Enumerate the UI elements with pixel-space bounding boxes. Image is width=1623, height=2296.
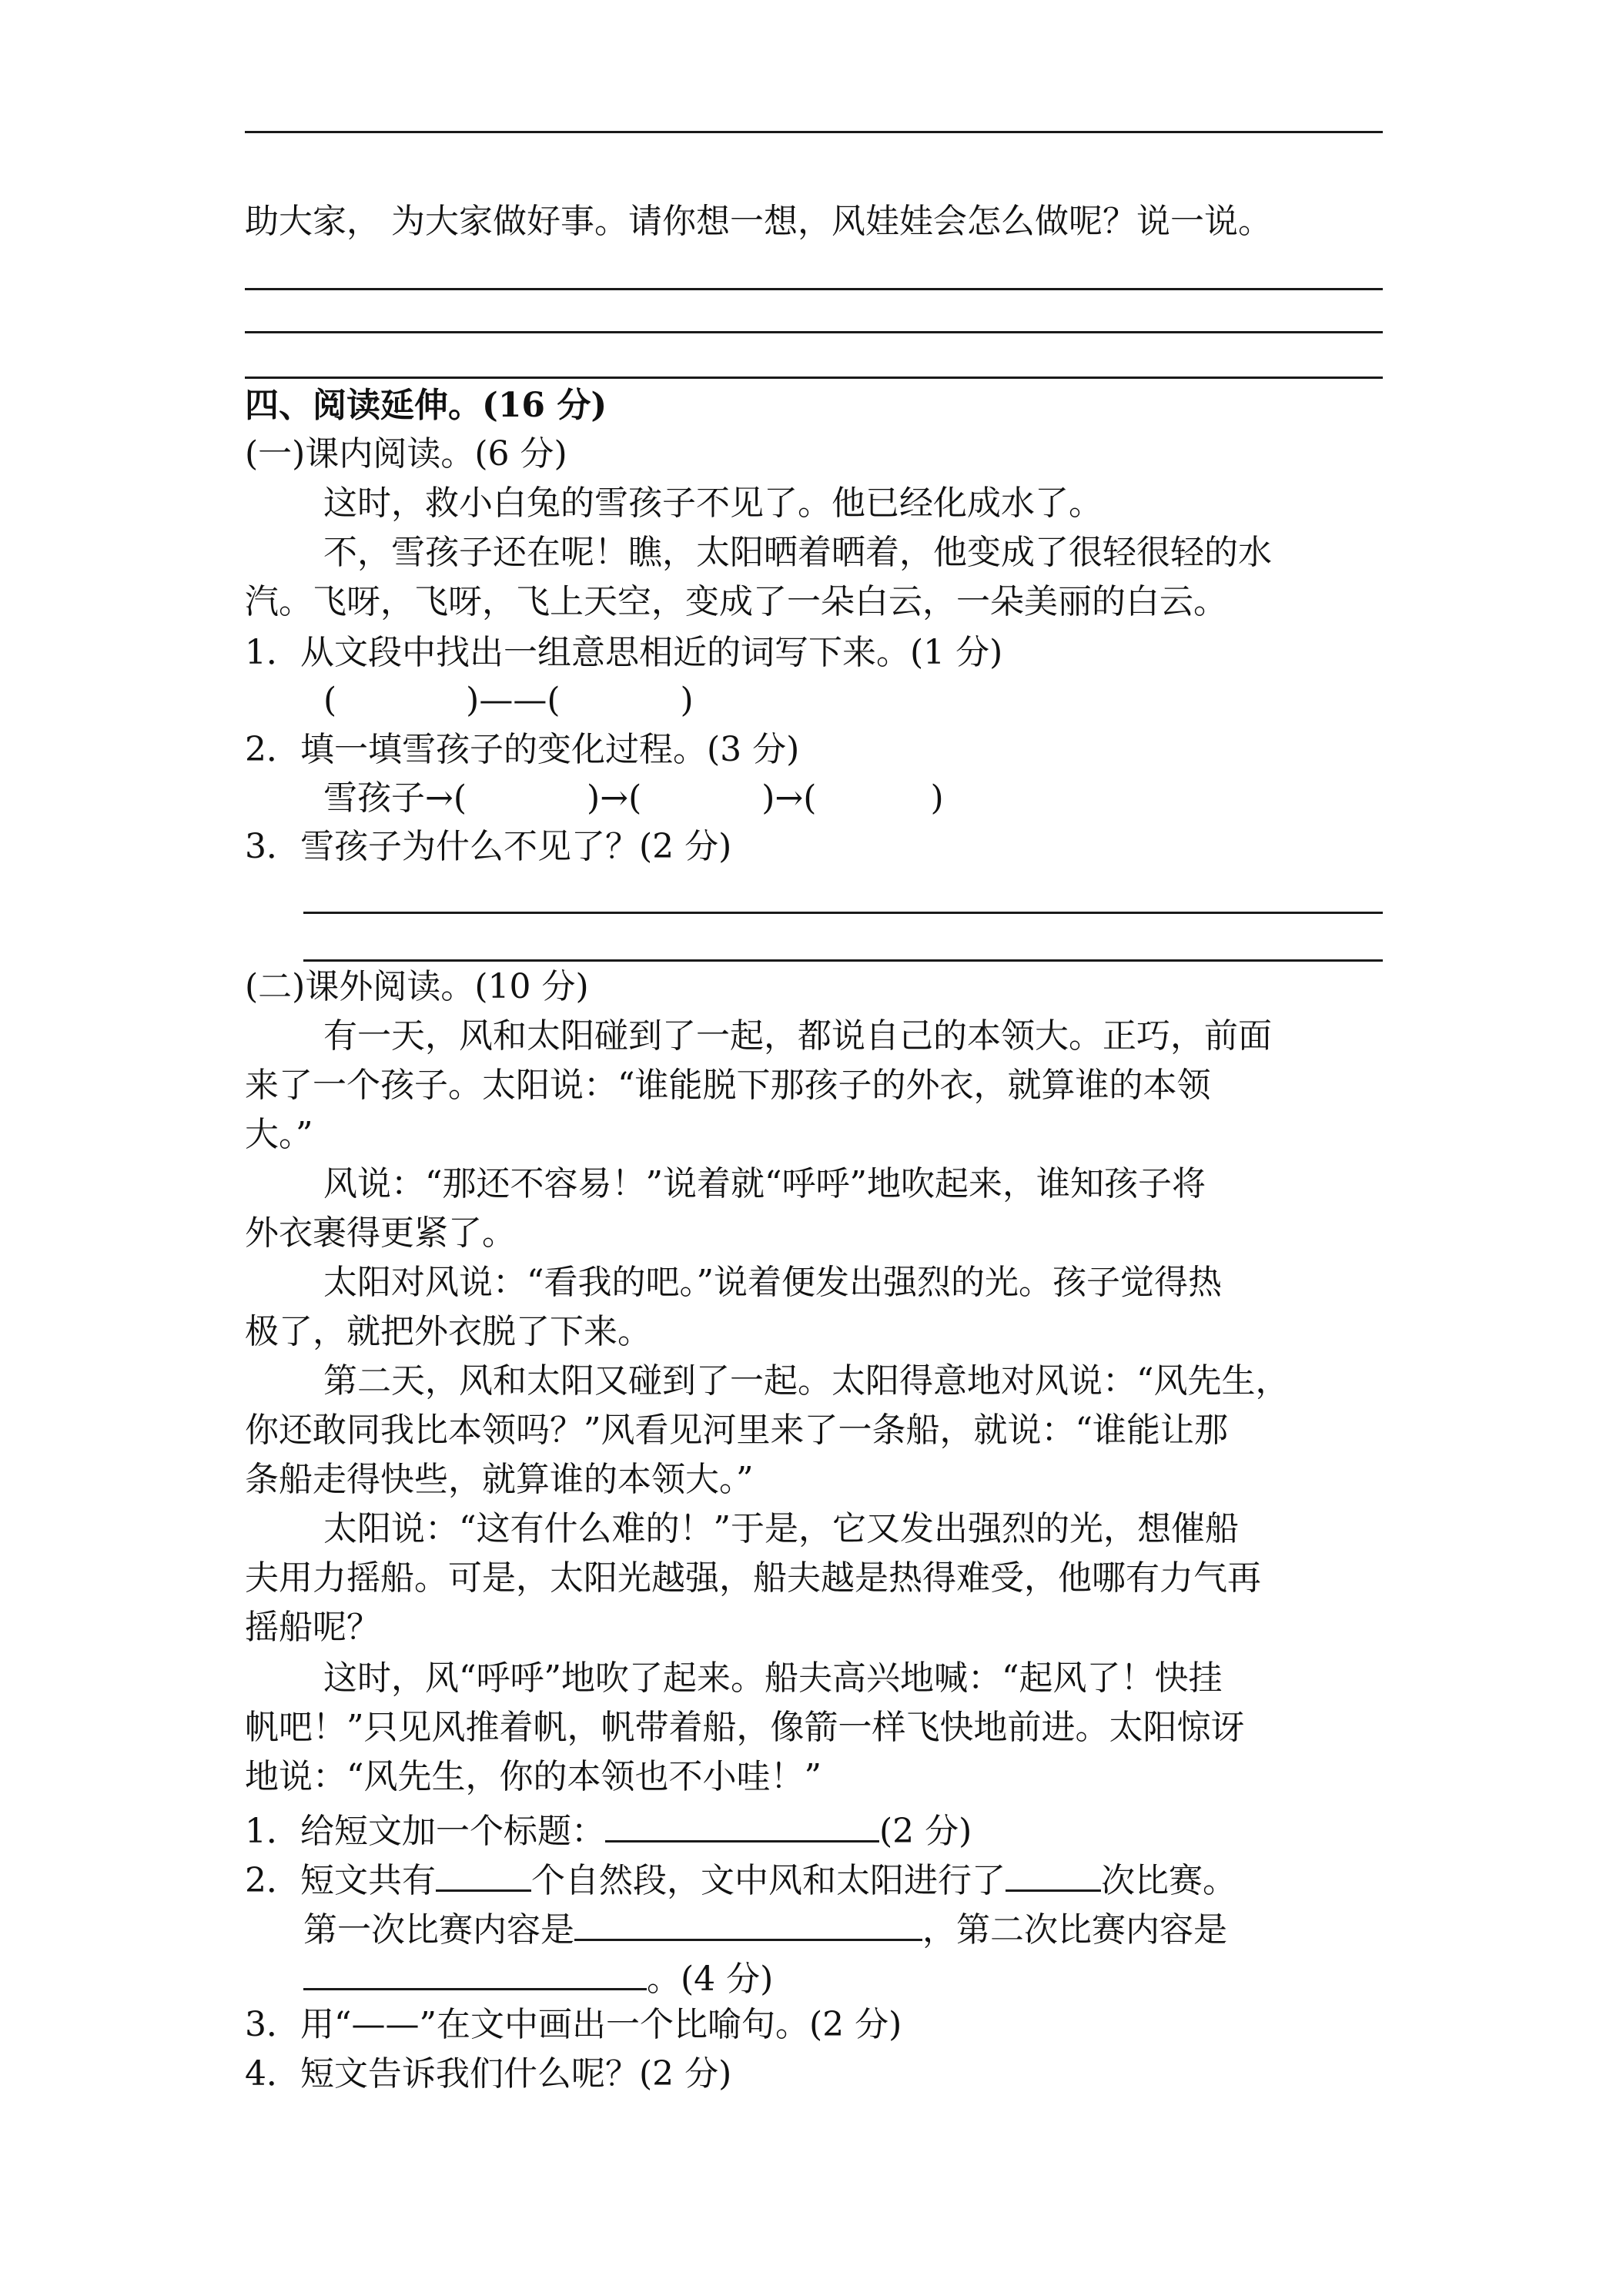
- passage1-line: 不，雪孩子还在呢！瞧，太阳晒着晒着，他变成了很轻很轻的水: [323, 533, 1272, 572]
- answer-line: [245, 377, 1383, 379]
- passage2-line: 太阳对风说：“看我的吧。”说着便发出强烈的光。孩子觉得热: [323, 1263, 1222, 1302]
- passage1-line: 这时，救小白兔的雪孩子不见了。他已经化成水了。: [323, 484, 1103, 523]
- question-p2-q4: 4．短文告诉我们什么呢？(2 分): [245, 2054, 732, 2094]
- paren-open: (: [323, 681, 337, 720]
- passage2-line: 太阳说：“这有什么难的！”于是，它又发出强烈的光，想催船: [323, 1509, 1239, 1548]
- q1-prefix: 1．给短文加一个标题：: [245, 1812, 605, 1851]
- answer-line: [245, 331, 1383, 333]
- title-blank[interactable]: [605, 1805, 879, 1842]
- contest-count-blank[interactable]: [1006, 1854, 1101, 1892]
- passage2-line: 来了一个孩子。太阳说：“谁能脱下那孩子的外衣，就算谁的本领: [245, 1066, 1211, 1105]
- q2-text-a: 2．短文共有: [245, 1861, 436, 1900]
- question-p2-q3: 3．用“——”在文中画出一个比喻句。(2 分): [245, 2005, 902, 2044]
- change-process-line: [323, 775, 944, 822]
- q2-line3-end: 。(4 分): [647, 1960, 774, 1999]
- process-arrow: )→(: [587, 778, 642, 818]
- passage2-line: 极了，就把外衣脱了下来。: [245, 1312, 651, 1351]
- passage2-line: 夫用力摇船。可是，太阳光越强，船夫越是热得难受，他哪有力气再: [245, 1558, 1261, 1598]
- passage2-line: 外衣裹得更紧了。: [245, 1213, 516, 1253]
- answer-line: [303, 959, 1383, 962]
- q2-line2-text-a: 第一次比赛内容是: [303, 1910, 574, 1950]
- passage2-line: 摇船呢？: [245, 1608, 380, 1647]
- question-p2-q2: [245, 1854, 1236, 1904]
- q1-suffix: (2 分): [879, 1812, 972, 1851]
- question-continuation: 助大家， 为大家做好事。请你想一想，风娃娃会怎么做呢？说一说。: [245, 202, 1272, 241]
- answer-line: [303, 912, 1383, 914]
- part1-title: (一)课内阅读。(6 分): [245, 434, 567, 474]
- process-arrow: )→(: [761, 778, 817, 818]
- question-p2-q2-line2: [303, 1903, 1227, 1953]
- paragraph-count-blank[interactable]: [436, 1854, 531, 1892]
- section-title: 四、阅读延伸。(16 分): [245, 386, 607, 425]
- question-p1-q1: 1．从文段中找出一组意思相近的词写下来。(1 分): [245, 633, 1003, 672]
- paren-dash: )——(: [466, 681, 561, 720]
- passage2-line: 条船走得快些，就算谁的本领大。”: [245, 1460, 754, 1499]
- question-p2-q1: [245, 1805, 972, 1855]
- q2-text-c: 次比赛。: [1101, 1861, 1236, 1900]
- first-contest-blank[interactable]: [574, 1903, 922, 1941]
- passage2-line: 你还敢同我比本领吗？”风看见河里来了一条船，就说：“谁能让那: [245, 1411, 1228, 1450]
- passage2-line: 风说：“那还不容易！”说着就“呼呼”地吹起来，谁知孩子将: [323, 1164, 1206, 1203]
- passage2-line: 帆吧！”只见风推着帆，帆带着船，像箭一样飞快地前进。太阳惊讶: [245, 1708, 1245, 1747]
- question-p1-q3: 3．雪孩子为什么不见了？(2 分): [245, 827, 732, 866]
- passage1-line: 汽。飞呀，飞呀，飞上天空，变成了一朵白云，一朵美丽的白云。: [245, 582, 1227, 621]
- passage2-line: 地说：“风先生，你的本领也不小哇！”: [245, 1757, 822, 1796]
- passage2-line: 第二天，风和太阳又碰到了一起。太阳得意地对风说：“风先生，: [323, 1361, 1290, 1401]
- passage2-line: 这时，风“呼呼”地吹了起来。船夫高兴地喊：“起风了！快挂: [323, 1658, 1223, 1698]
- q2-text-b: 个自然段，文中风和太阳进行了: [531, 1861, 1006, 1900]
- answer-parentheses: [323, 678, 694, 724]
- answer-line: [245, 288, 1383, 290]
- answer-line: [245, 131, 1383, 133]
- part2-title: (二)课外阅读。(10 分): [245, 967, 589, 1006]
- question-p2-q2-line3: [303, 1953, 773, 2003]
- passage2-line: 有一天，风和太阳碰到了一起，都说自己的本领大。正巧，前面: [323, 1016, 1272, 1056]
- process-start: 雪孩子→(: [323, 778, 467, 818]
- question-p1-q2: 2．填一填雪孩子的变化过程。(3 分): [245, 730, 800, 769]
- process-close: ): [930, 778, 944, 818]
- paren-close: ): [680, 681, 694, 720]
- q2-line2-text-b: ，第二次比赛内容是: [922, 1910, 1227, 1950]
- second-contest-blank[interactable]: [303, 1953, 647, 1990]
- passage2-line: 大。”: [245, 1115, 313, 1154]
